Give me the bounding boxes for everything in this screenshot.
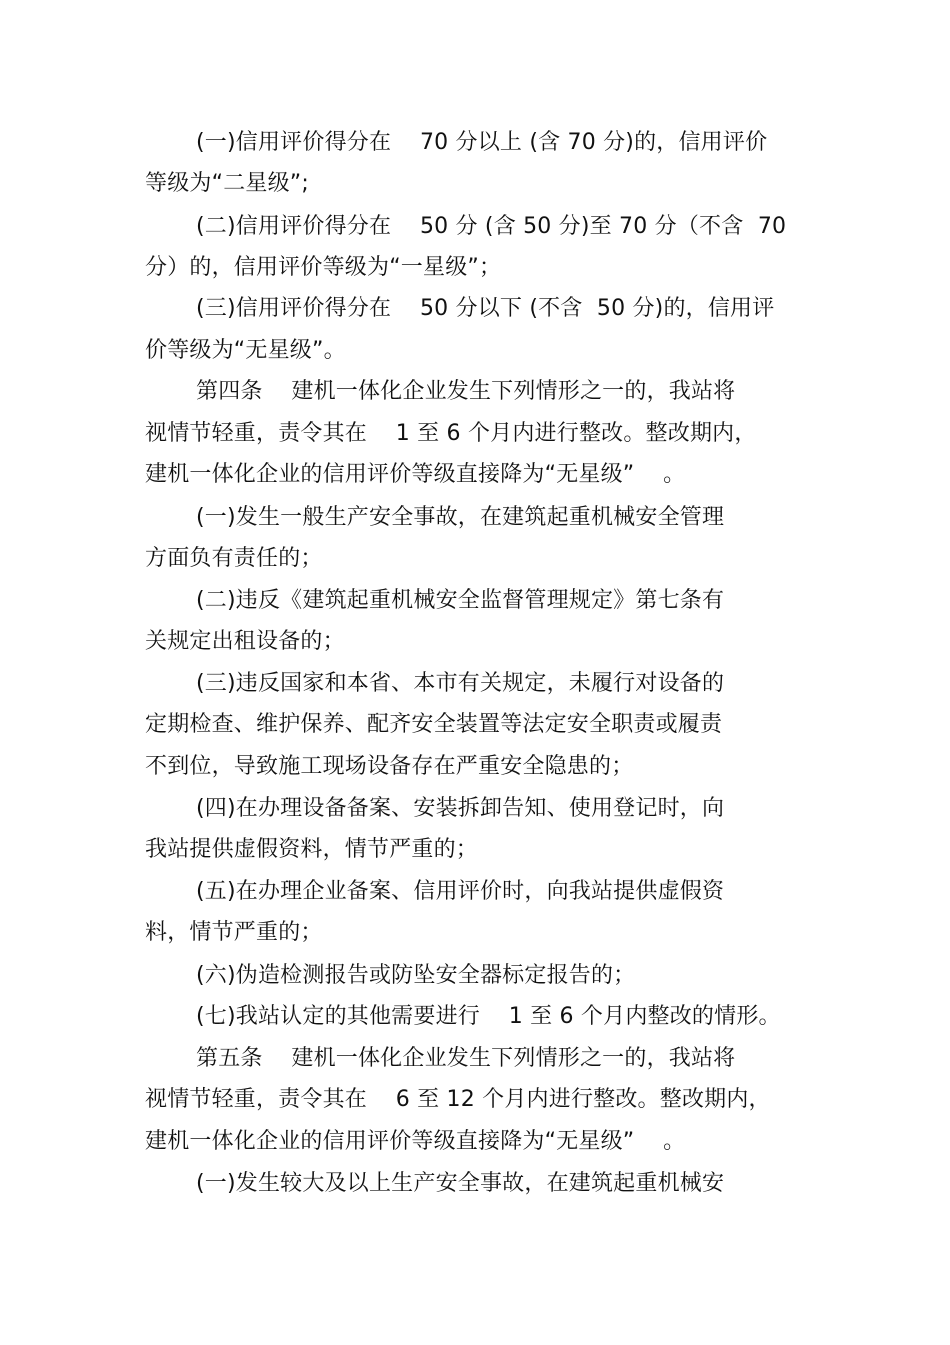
paragraph-line: 关规定出租设备的； (145, 629, 345, 654)
paragraph-line: 视情节轻重，责令其在 1 至 6 个月内进行整改。整改期内， (145, 421, 757, 446)
paragraph-line: (二)违反《建筑起重机械安全监督管理规定》第七条有 (196, 588, 725, 613)
article-heading-line: 第五条 建机一体化企业发生下列情形之一的，我站将 (196, 1046, 736, 1071)
paragraph-line: (二)信用评价得分在 50 分 (含 50 分)至 70 分（不含 70 (196, 214, 787, 239)
paragraph-line: (三)信用评价得分在 50 分以下 (不含 50 分)的，信用评 (196, 296, 775, 321)
paragraph-line: (六)伪造检测报告或防坠安全器标定报告的； (196, 963, 636, 988)
paragraph-line: (三)违反国家和本省、本市有关规定，未履行对设备的 (196, 671, 725, 696)
paragraph-line: 等级为“二星级”; (145, 171, 310, 196)
paragraph-line: 建机一体化企业的信用评价等级直接降为“无星级” 。 (145, 1129, 686, 1154)
paragraph-line: (七)我站认定的其他需要进行 1 至 6 个月内整改的情形。 (196, 1004, 781, 1029)
paragraph-line: (一)发生较大及以上生产安全事故，在建筑起重机械安 (196, 1171, 725, 1196)
paragraph-line: (一)信用评价得分在 70 分以上 (含 70 分)的，信用评价 (196, 130, 768, 155)
paragraph-line: 建机一体化企业的信用评价等级直接降为“无星级” 。 (145, 462, 686, 487)
paragraph-line: (一)发生一般生产安全事故，在建筑起重机械安全管理 (196, 505, 725, 530)
paragraph-line: 料，情节严重的； (145, 920, 323, 945)
paragraph-line: 不到位，导致施工现场设备存在严重安全隐患的； (145, 754, 634, 779)
paragraph-line: 视情节轻重，责令其在 6 至 12 个月内进行整改。整改期内， (145, 1087, 771, 1112)
paragraph-line: (五)在办理企业备案、信用评价时，向我站提供虚假资 (196, 879, 725, 904)
paragraph-line: 定期检查、维护保养、配齐安全装置等法定安全职责或履责 (145, 712, 723, 737)
paragraph-line: 分）的，信用评价等级为“一星级”； (145, 255, 502, 280)
paragraph-line: 我站提供虚假资料，情节严重的； (145, 837, 479, 862)
paragraph-line: (四)在办理设备备案、安装拆卸告知、使用登记时，向 (196, 796, 725, 821)
paragraph-line: 方面负有责任的； (145, 546, 323, 571)
article-heading-line: 第四条 建机一体化企业发生下列情形之一的，我站将 (196, 379, 736, 404)
paragraph-line: 价等级为“无星级”。 (145, 338, 346, 363)
